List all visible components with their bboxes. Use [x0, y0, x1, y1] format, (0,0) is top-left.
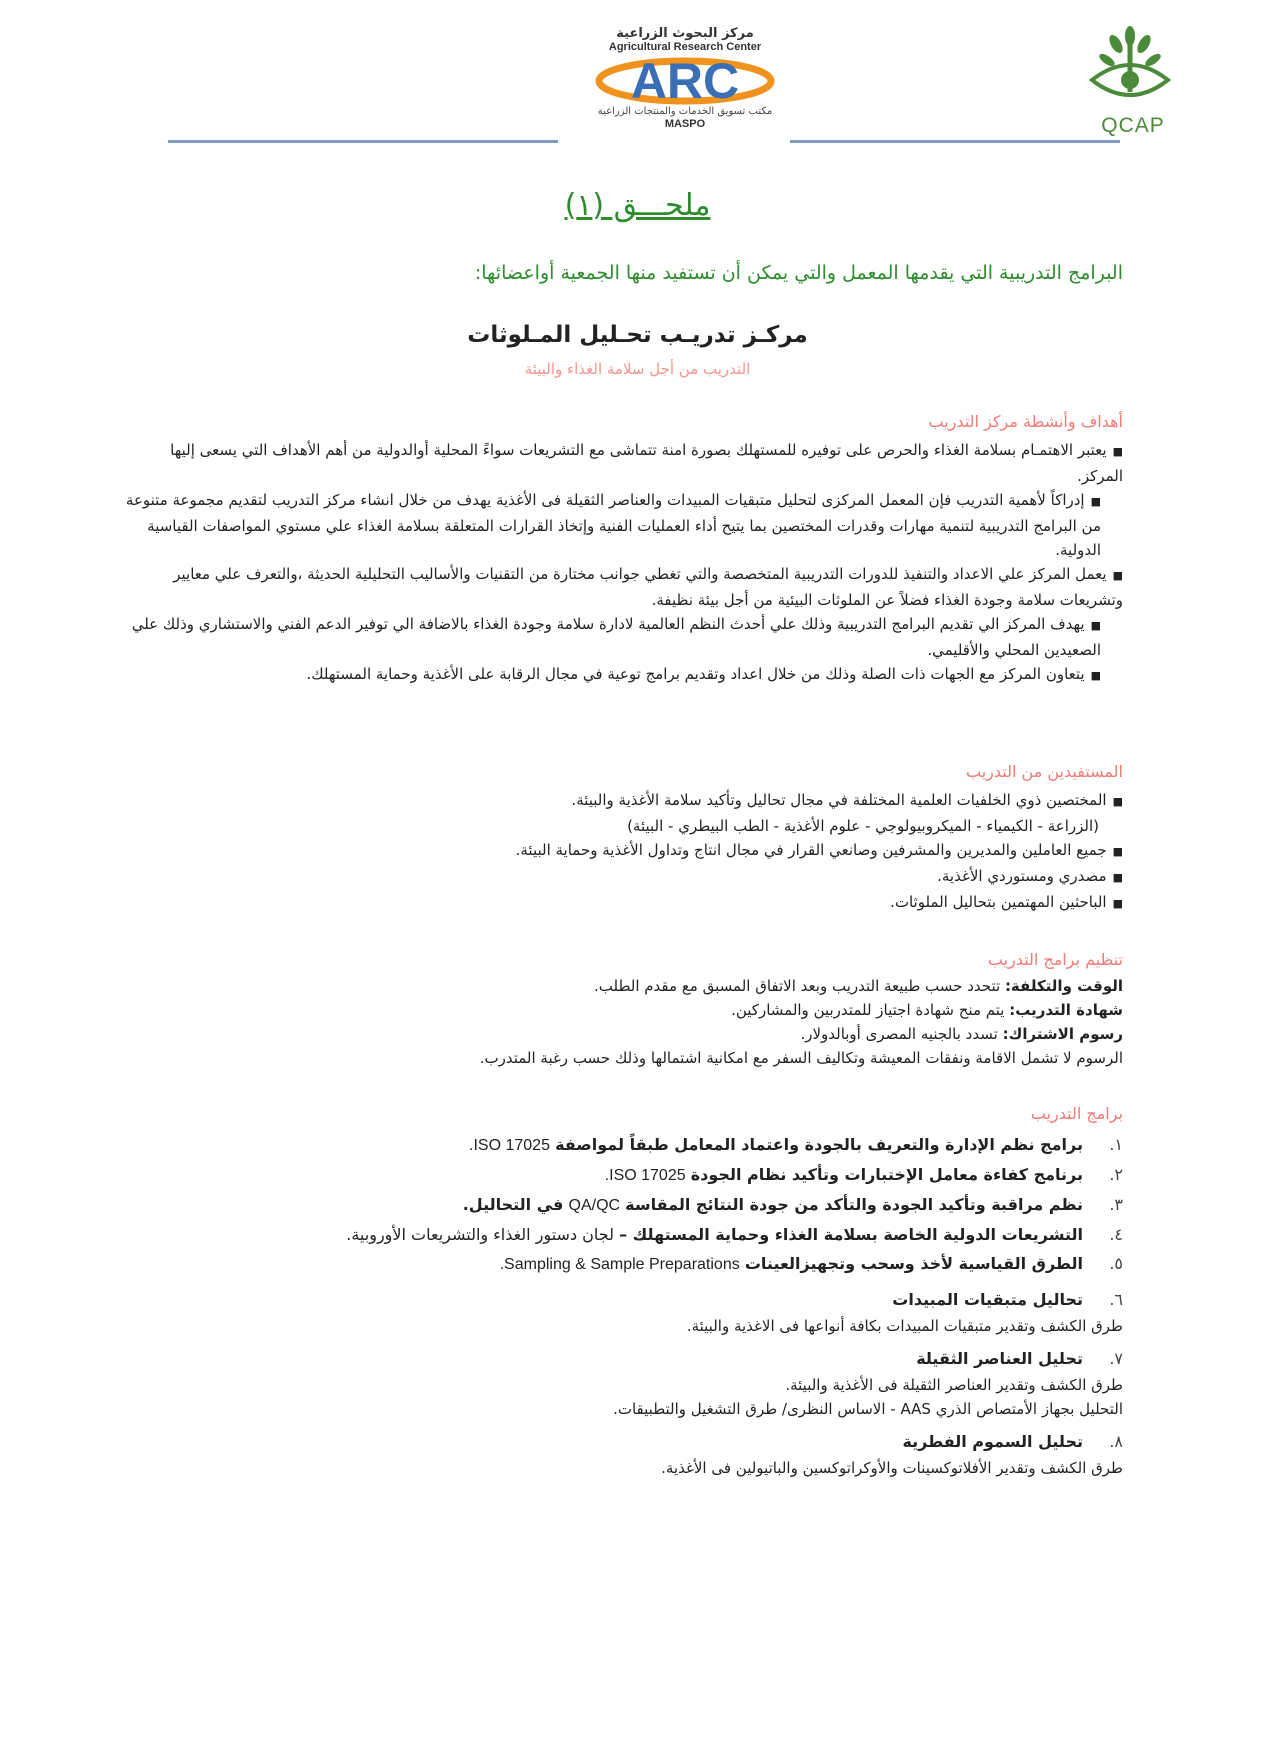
arc-subtitle: مكتب تسويق الخدمات والمنتجات الزراعية	[597, 106, 773, 117]
beneficiaries-list	[403, 788, 1123, 916]
goals-heading: أهداف وأنشطة مركز التدريب	[928, 412, 1123, 431]
center-subtitle: التدريب من أجل سلامة الغذاء والبيئة	[524, 360, 751, 378]
program-detail: طرق الكشف وتقدير متبقيات المبيدات بكافة أنواعها فى الاغذية والبيئة.	[686, 1317, 1123, 1335]
organization-block	[363, 974, 1123, 1070]
annex-title: ملحـــق (١)	[564, 188, 711, 223]
program-item: ٥.الطرق القياسية لأخذ وسحب وتجهيزالعينات Sampling & Sample Preparations.	[499, 1254, 1123, 1273]
list-item: ■مصدري ومستوردي الأغذية.	[937, 867, 1123, 885]
programs-heading: برامج التدريب	[1030, 1104, 1123, 1123]
arc-name-en: Agricultural Research Center	[608, 41, 762, 53]
list-item: ■يتعاون المركز مع الجهات ذات الصلة وذلك من خلال اعداد وتقديم برامج توعية في مجال الرقابة على الأغذية وحماية المستهلك.	[306, 665, 1101, 683]
program-item: ١.برامج نظم الإدارة والتعريف بالجودة واعتماد المعامل طبقاً لمواصفة ISO 17025.	[469, 1135, 1123, 1154]
arc-logo-text: ARC	[630, 54, 740, 108]
arc-logo	[586, 26, 784, 134]
header-rule-right	[790, 140, 1120, 143]
time-cost-line: الوقت والتكلفة: تتحدد حسب طبيعة التدريب وبعد الاتفاق المسبق مع مقدم الطلب.	[594, 977, 1123, 995]
arc-name-ar: مركز البحوث الزراعية	[616, 26, 754, 41]
fields-line: (الزراعة - الكيمياء - الميكروبيولوجي - علوم الأغذية - الطب البيطري - البيئة)	[627, 817, 1099, 835]
intro-line: البرامج التدريبية التي يقدمها المعمل والتي يمكن أن تستفيد منها الجمعية أواعضائها:	[474, 262, 1123, 284]
program-item: ٦.تحاليل متبقيات المبيدات	[892, 1290, 1123, 1309]
program-detail: التحليل بجهاز الأمتصاص الذري AAS - الاساس النظرى/ طرق التشغيل والتطبيقات.	[613, 1400, 1123, 1418]
arc-emblem-icon	[586, 54, 784, 108]
certificate-line: شهادة التدريب: يتم منح شهادة اجتياز للمتدربين والمشاركين.	[731, 1001, 1123, 1019]
program-item: ٧.تحليل العناصر الثقيلة	[916, 1349, 1123, 1368]
list-item: ■المختصين ذوي الخلفيات العلمية المختلفة في مجال تحاليل وتأكيد سلامة الأغذية والبيئة.	[571, 791, 1123, 809]
list-item: ■جميع العاملين والمديرين والمشرفين وصانعي القرار في مجال انتاج وتداول الأغذية وحماية البيئة.	[515, 841, 1123, 859]
qcap-text: QCAP	[1101, 114, 1165, 137]
program-detail: طرق الكشف وتقدير الأفلاتوكسينات والأوكراتوكسين والباتيولين فى الأغذية.	[661, 1459, 1123, 1477]
header-rule-left	[168, 140, 558, 143]
list-item: ■يعمل المركز علي الاعداد والتنفيذ للدورات التدريبية المتخصصة والتي تغطي جوانب مختارة من التقنيات والأساليب التحليلية الحديثة ،والتعرف علي معايير وتشريعات سلامة وجودة الغذاء فضلاً عن الملوثات البيئية من أجل بيئة نظيفة.	[173, 565, 1123, 609]
program-item: ٤.التشريعات الدولية الخاصة بسلامة الغذاء وحماية المستهلك – لجان دستور الغذاء والتشريعات الأوروبية.	[346, 1225, 1123, 1244]
center-title: مركـز تدريـب تحـليل المـلوثات	[467, 322, 808, 348]
arc-maspo: MASPO	[664, 118, 706, 130]
program-detail: طرق الكشف وتقدير العناصر الثقيلة فى الأغذية والبيئة.	[785, 1376, 1123, 1394]
beneficiaries-heading: المستفيدين من التدريب	[966, 762, 1123, 781]
program-item: ٨.تحليل السموم الفطرية	[902, 1432, 1123, 1451]
list-item: ■إدراكاً لأهمية التدريب فإن المعمل المركزى لتحليل متبقيات المبيدات والعناصر الثقيلة فى الأغذية يهدف من خلال انشاء مركز التدريب لتقديم مجموعة متنوعة من البرامج التدريبية لتنمية مهارات وقدرات المختصين بما يتيح أداء العمليات الفنية وإتخاذ القرارات المتعلقة بسلامة الغذاء علي مستوي المواصفات القياسية الدولية.	[125, 491, 1101, 559]
fees-line: رسوم الاشتراك: تسدد بالجنيه المصرى أوبالدولار.	[800, 1025, 1123, 1043]
qcap-logo	[1080, 22, 1180, 137]
list-item: ■الباحثين المهتمين بتحاليل الملوثات.	[890, 893, 1123, 911]
programs-list	[323, 1130, 1123, 1480]
organization-heading: تنظيم برامج التدريب	[987, 950, 1123, 969]
fees-note: الرسوم لا تشمل الاقامة ونفقات المعيشة وتكاليف السفر مع امكانية اشتمالها وذلك حسب رغبة المتدرب.	[479, 1049, 1123, 1067]
goals-list	[123, 438, 1123, 688]
program-item: ٢.برنامج كفاءة معامل الإختبارات وتأكيد نظام الجودة ISO 17025.	[604, 1165, 1123, 1184]
list-item: ■يعتبر الاهتمـام بسلامة الغذاء والحرص على توفيره للمستهلك بصورة امنة تتماشى مع التشريعات سواءً المحلية أوالدولية من أهم الأهداف التي يسعى إليها المركز.	[170, 441, 1123, 485]
program-item: ٣.نظم مراقبة وتأكيد الجودة والتأكد من جودة النتائج المقاسة QA/QC في التحاليل.	[462, 1195, 1123, 1214]
list-item: ■يهدف المركز الي تقديم البرامج التدريبية وذلك علي أحدث النظم العالمية لادارة سلامة وجودة الغذاء بالاضافة الي توفير الدعم الفني والاستشاري وذلك علي الصعيدين المحلي والأقليمي.	[131, 615, 1101, 659]
qcap-emblem-icon	[1080, 22, 1180, 114]
